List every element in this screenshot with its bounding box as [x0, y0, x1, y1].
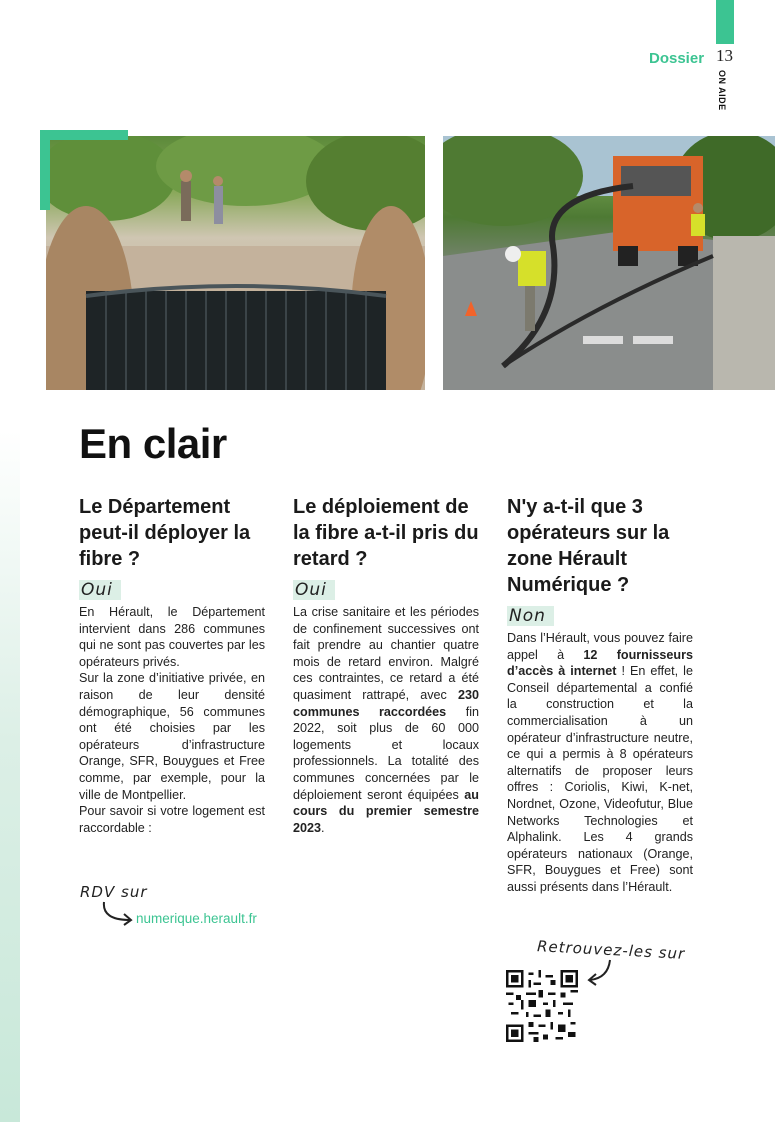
paragraph: Sur la zone d’initiative privée, en raison de leur densité démographique, 56 communes ont été choisies par les opérateurs d’infrastructure Orange, SFR, Bouygues et Free comme, par exemple, pour la ville de Montpellier. [79, 671, 265, 802]
handwritten-note: RDV sur [80, 883, 148, 901]
faq-column-1 [79, 494, 265, 836]
text-run: La crise sanitaire et les périodes de confinement successives ont fait prendre au chantier quatre mois de retard environ. Malgré ces contraintes, ce retard a été quasiment rattrapé, avec [293, 605, 479, 702]
paragraph: En Hérault, le Département intervient dans 286 communes qui ne sont pas couvertes par les opérateurs privés. [79, 605, 265, 669]
text-run: ! En effet, le Conseil départemental a confié la construction et la commercialisation à un opérateur d’infrastructure neutre, ce qui a permis à 8 opérateurs alternatifs de proposer leurs offres : Coriolis, Kiwi, K-net, Nordnet, Ozone, Videofutur, Blue Networks Technologies et Alphalink. Les 4 grands opérateurs nationaux (Orange, SFR, Bouygues et Free) sont aussi présents dans l’Hérault. [507, 664, 693, 894]
fiber-cable-spool-photo [46, 136, 425, 390]
qr-code[interactable] [506, 970, 578, 1042]
answer-text [293, 604, 479, 836]
decorative-side-gradient [0, 430, 20, 1122]
section-label: Dossier [649, 50, 705, 67]
page-title: En clair [79, 420, 227, 467]
curved-arrow-icon [98, 900, 138, 930]
faq-column-2 [293, 494, 479, 836]
answer-text [507, 630, 693, 896]
website-link[interactable]: numerique.herault.fr [136, 911, 257, 926]
curved-arrow-icon [586, 958, 616, 986]
handwritten-note: Retrouvez-les sur [536, 937, 686, 963]
answer-badge: Non [507, 606, 554, 626]
faq-column-3 [507, 494, 693, 896]
text-run: . [321, 820, 325, 835]
answer-text [79, 604, 265, 836]
fiber-installation-workers-photo [443, 136, 775, 390]
text-run: Dans l’Hérault, vous pouvez faire appel à [507, 631, 693, 662]
question-heading: Le Département peut-il déployer la fibre ? [79, 496, 251, 570]
answer-badge: Oui [79, 580, 121, 600]
answer-badge: Oui [293, 580, 335, 600]
corner-accent-horizontal [40, 130, 128, 140]
page-tab-marker [716, 0, 734, 44]
question-heading: Le déploiement de la fibre a-t-il pris du retard ? [293, 496, 479, 570]
rubric-label: ON AIDE [717, 70, 727, 111]
bold-highlight: 230 communes raccordées [293, 687, 479, 719]
paragraph: Pour savoir si votre logement est raccordable : [79, 804, 265, 835]
page-number: 13 [716, 46, 733, 65]
bold-highlight: au cours du premier semestre 2023 [293, 787, 479, 835]
corner-accent-vertical [40, 130, 50, 210]
bold-highlight: 12 fournisseurs d’accès à internet [507, 647, 693, 679]
question-heading: N'y a-t-il que 3 opérateurs sur la zone Hérault Numérique ? [507, 496, 670, 596]
text-run: fin 2022, soit plus de 60 000 logements et locaux professionnels. La totalité des communes concernées par le déploiement seront équipées [293, 704, 479, 802]
